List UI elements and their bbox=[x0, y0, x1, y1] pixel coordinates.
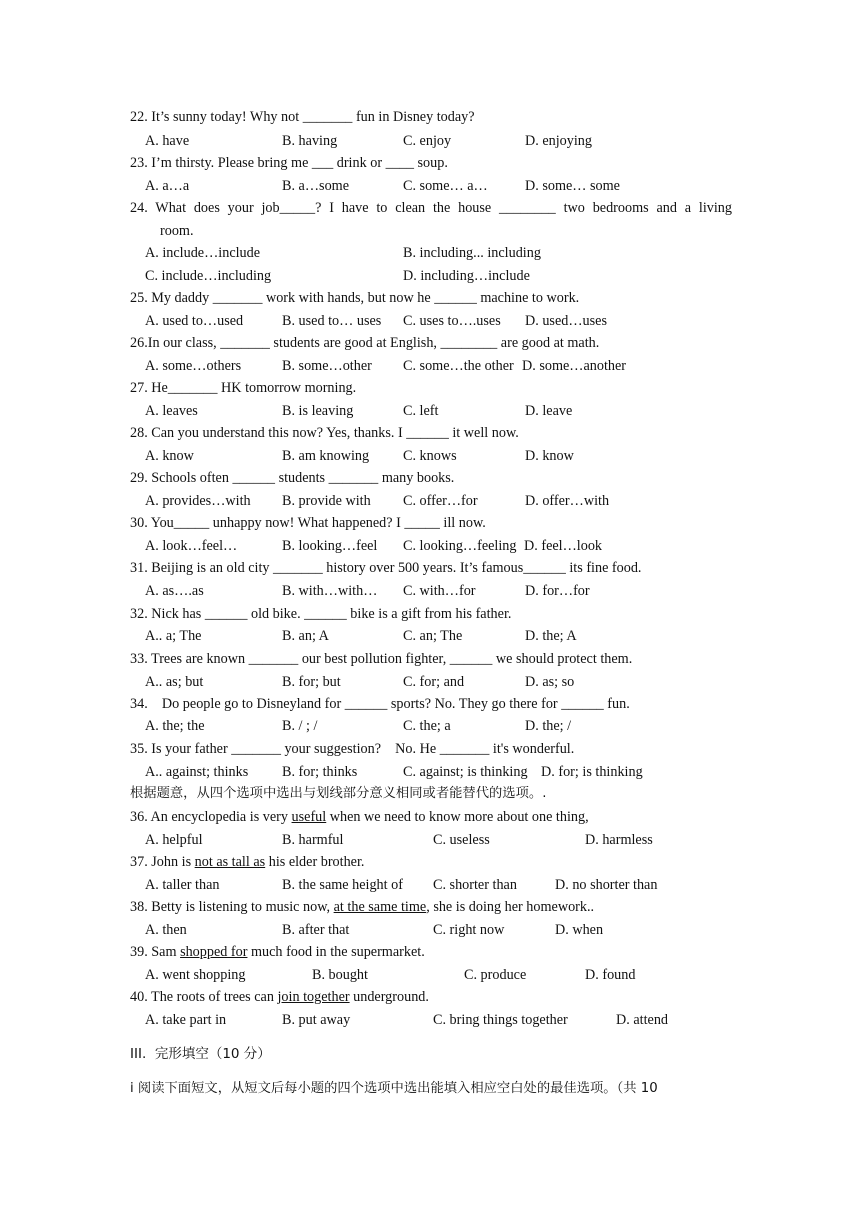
option-c: C. include…including bbox=[145, 268, 272, 284]
option-b: B. some…other bbox=[282, 358, 372, 374]
option-b: B. after that bbox=[282, 922, 350, 938]
synonym-instruction: 根据题意，从四个选项中选出与划线部分意义相同或者能替代的选项。. bbox=[130, 786, 547, 801]
option-d: D. leave bbox=[525, 403, 573, 419]
option-a: A. have bbox=[145, 133, 190, 149]
option-c: C. some…the other bbox=[403, 358, 514, 374]
option-d: D. feel…look bbox=[524, 538, 603, 554]
option-a: A.. against; thinks bbox=[145, 764, 249, 780]
option-c: C. against; is thinking bbox=[403, 764, 528, 780]
question-25: 25. My daddy _______ work with hands, but now he ______ machine to work. bbox=[130, 290, 580, 306]
option-c: C. offer…for bbox=[403, 493, 478, 509]
option-d: D. for; is thinking bbox=[541, 764, 643, 780]
underlined-phrase: join together bbox=[277, 989, 350, 1005]
option-d: D. found bbox=[585, 967, 636, 983]
option-b: B. for; but bbox=[282, 674, 341, 690]
option-b: B. the same height of bbox=[282, 877, 403, 893]
option-c: C. left bbox=[403, 403, 439, 419]
option-b: B. looking…feel bbox=[282, 538, 378, 554]
option-a: A. then bbox=[145, 922, 187, 938]
option-c: C. enjoy bbox=[403, 133, 452, 149]
option-c: C. the; a bbox=[403, 718, 451, 734]
option-a: A. take part in bbox=[145, 1012, 227, 1028]
question-28: 28. Can you understand this now? Yes, thanks. I ______ it well now. bbox=[130, 425, 519, 441]
option-b: B. an; A bbox=[282, 628, 329, 644]
option-c: C. useless bbox=[433, 832, 490, 848]
option-a: A.. as; but bbox=[145, 674, 204, 690]
option-d: D. enjoying bbox=[525, 133, 592, 149]
option-d: D. the; / bbox=[525, 718, 572, 734]
option-a: A. used to…used bbox=[145, 313, 244, 329]
question-39: 39. Sam shopped for much food in the supermarket. bbox=[130, 944, 425, 960]
option-d: D. offer…with bbox=[525, 493, 610, 509]
question-26: 26.In our class, _______ students are good at English, ________ are good at math. bbox=[130, 335, 600, 351]
option-a: A. went shopping bbox=[145, 967, 246, 983]
question-24: 24. What does your job_____? I have to clean the house ________ two bedrooms and a living bbox=[130, 200, 732, 216]
underlined-phrase: not as tall as bbox=[194, 854, 266, 870]
question-30: 30. You_____ unhappy now! What happened? I _____ ill now. bbox=[130, 515, 486, 531]
option-c: C. looking…feeling bbox=[403, 538, 517, 554]
question-22: 22. It’s sunny today! Why not _______ fun in Disney today? bbox=[130, 109, 475, 125]
option-d: D. some…another bbox=[522, 358, 627, 374]
option-a: A. know bbox=[145, 448, 194, 464]
option-a: A. leaves bbox=[145, 403, 198, 419]
option-a: A. look…feel… bbox=[145, 538, 238, 554]
option-c: C. right now bbox=[433, 922, 505, 938]
option-d: D. attend bbox=[616, 1012, 669, 1028]
option-b: B. used to… uses bbox=[282, 313, 382, 329]
option-a: A. as….as bbox=[145, 583, 204, 599]
option-b: B. harmful bbox=[282, 832, 344, 848]
option-b: B. a…some bbox=[282, 178, 349, 194]
option-b: B. / ; / bbox=[282, 718, 318, 734]
underlined-phrase: shopped for bbox=[180, 944, 248, 960]
option-b: B. is leaving bbox=[282, 403, 354, 419]
underlined-phrase: at the same time bbox=[333, 899, 427, 915]
option-c: C. uses to….uses bbox=[403, 313, 501, 329]
option-a: A. some…others bbox=[145, 358, 242, 374]
question-31: 31. Beijing is an old city _______ history over 500 years. It’s famous______ its fine food. bbox=[130, 560, 642, 576]
option-c: C. produce bbox=[464, 967, 527, 983]
option-a: A. taller than bbox=[145, 877, 220, 893]
option-a: A. a…a bbox=[145, 178, 190, 194]
question-40: 40. The roots of trees can join together underground. bbox=[130, 989, 429, 1005]
option-a: A. the; the bbox=[145, 718, 205, 734]
option-c: C. with…for bbox=[403, 583, 476, 599]
option-a: A.. a; The bbox=[145, 628, 202, 644]
option-d: D. used…uses bbox=[525, 313, 607, 329]
option-c: C. bring things together bbox=[433, 1012, 568, 1028]
question-24-continuation: room. bbox=[160, 223, 194, 239]
question-38: 38. Betty is listening to music now, at the same time, she is doing her homework.. bbox=[130, 899, 595, 915]
option-c: C. some… a… bbox=[403, 178, 488, 194]
question-23: 23. I’m thirsty. Please bring me ___ drink or ____ soup. bbox=[130, 155, 448, 171]
option-c: C. knows bbox=[403, 448, 457, 464]
option-d: D. harmless bbox=[585, 832, 653, 848]
option-a: A. provides…with bbox=[145, 493, 251, 509]
question-36: 36. An encyclopedia is very useful when we need to know more about one thing, bbox=[130, 809, 589, 825]
option-a: A. helpful bbox=[145, 832, 203, 848]
option-d: D. when bbox=[555, 922, 604, 938]
question-29: 29. Schools often ______ students _______ many books. bbox=[130, 470, 455, 486]
question-27: 27. He_______ HK tomorrow morning. bbox=[130, 380, 357, 396]
question-35: 35. Is your father _______ your suggestion? No. He _______ it's wonderful. bbox=[130, 741, 575, 757]
option-c: C. shorter than bbox=[433, 877, 517, 893]
option-c: C. for; and bbox=[403, 674, 465, 690]
option-b: B. having bbox=[282, 133, 338, 149]
option-b: B. including... including bbox=[403, 245, 541, 261]
question-37: 37. John is not as tall as his elder brother. bbox=[130, 854, 365, 870]
option-c: C. an; The bbox=[403, 628, 463, 644]
option-d: D. no shorter than bbox=[555, 877, 658, 893]
option-b: B. bought bbox=[312, 967, 368, 983]
option-b: B. put away bbox=[282, 1012, 351, 1028]
option-d: D. for…for bbox=[525, 583, 590, 599]
section-title: III. 完形填空（10 分） bbox=[130, 1046, 271, 1062]
option-d: D. know bbox=[525, 448, 574, 464]
option-d: D. as; so bbox=[525, 674, 575, 690]
option-d: D. some… some bbox=[525, 178, 620, 194]
underlined-phrase: useful bbox=[291, 809, 327, 825]
option-b: B. with…with… bbox=[282, 583, 378, 599]
question-32: 32. Nick has ______ old bike. ______ bike is a gift from his father. bbox=[130, 606, 512, 622]
question-33: 33. Trees are known _______ our best pollution fighter, ______ we should protect them. bbox=[130, 651, 633, 667]
question-34: 34. Do people go to Disneyland for ______ sports? No. They go there for ______ fun. bbox=[130, 696, 630, 712]
option-a: A. include…include bbox=[145, 245, 261, 261]
option-b: B. provide with bbox=[282, 493, 371, 509]
option-d: D. the; A bbox=[525, 628, 577, 644]
cloze-instruction: i 阅读下面短文，从短文后每小题的四个选项中选出能填入相应空白处的最佳选项。（共 10 bbox=[130, 1081, 658, 1096]
option-d: D. including…include bbox=[403, 268, 530, 284]
option-b: B. for; thinks bbox=[282, 764, 358, 780]
option-b: B. am knowing bbox=[282, 448, 370, 464]
